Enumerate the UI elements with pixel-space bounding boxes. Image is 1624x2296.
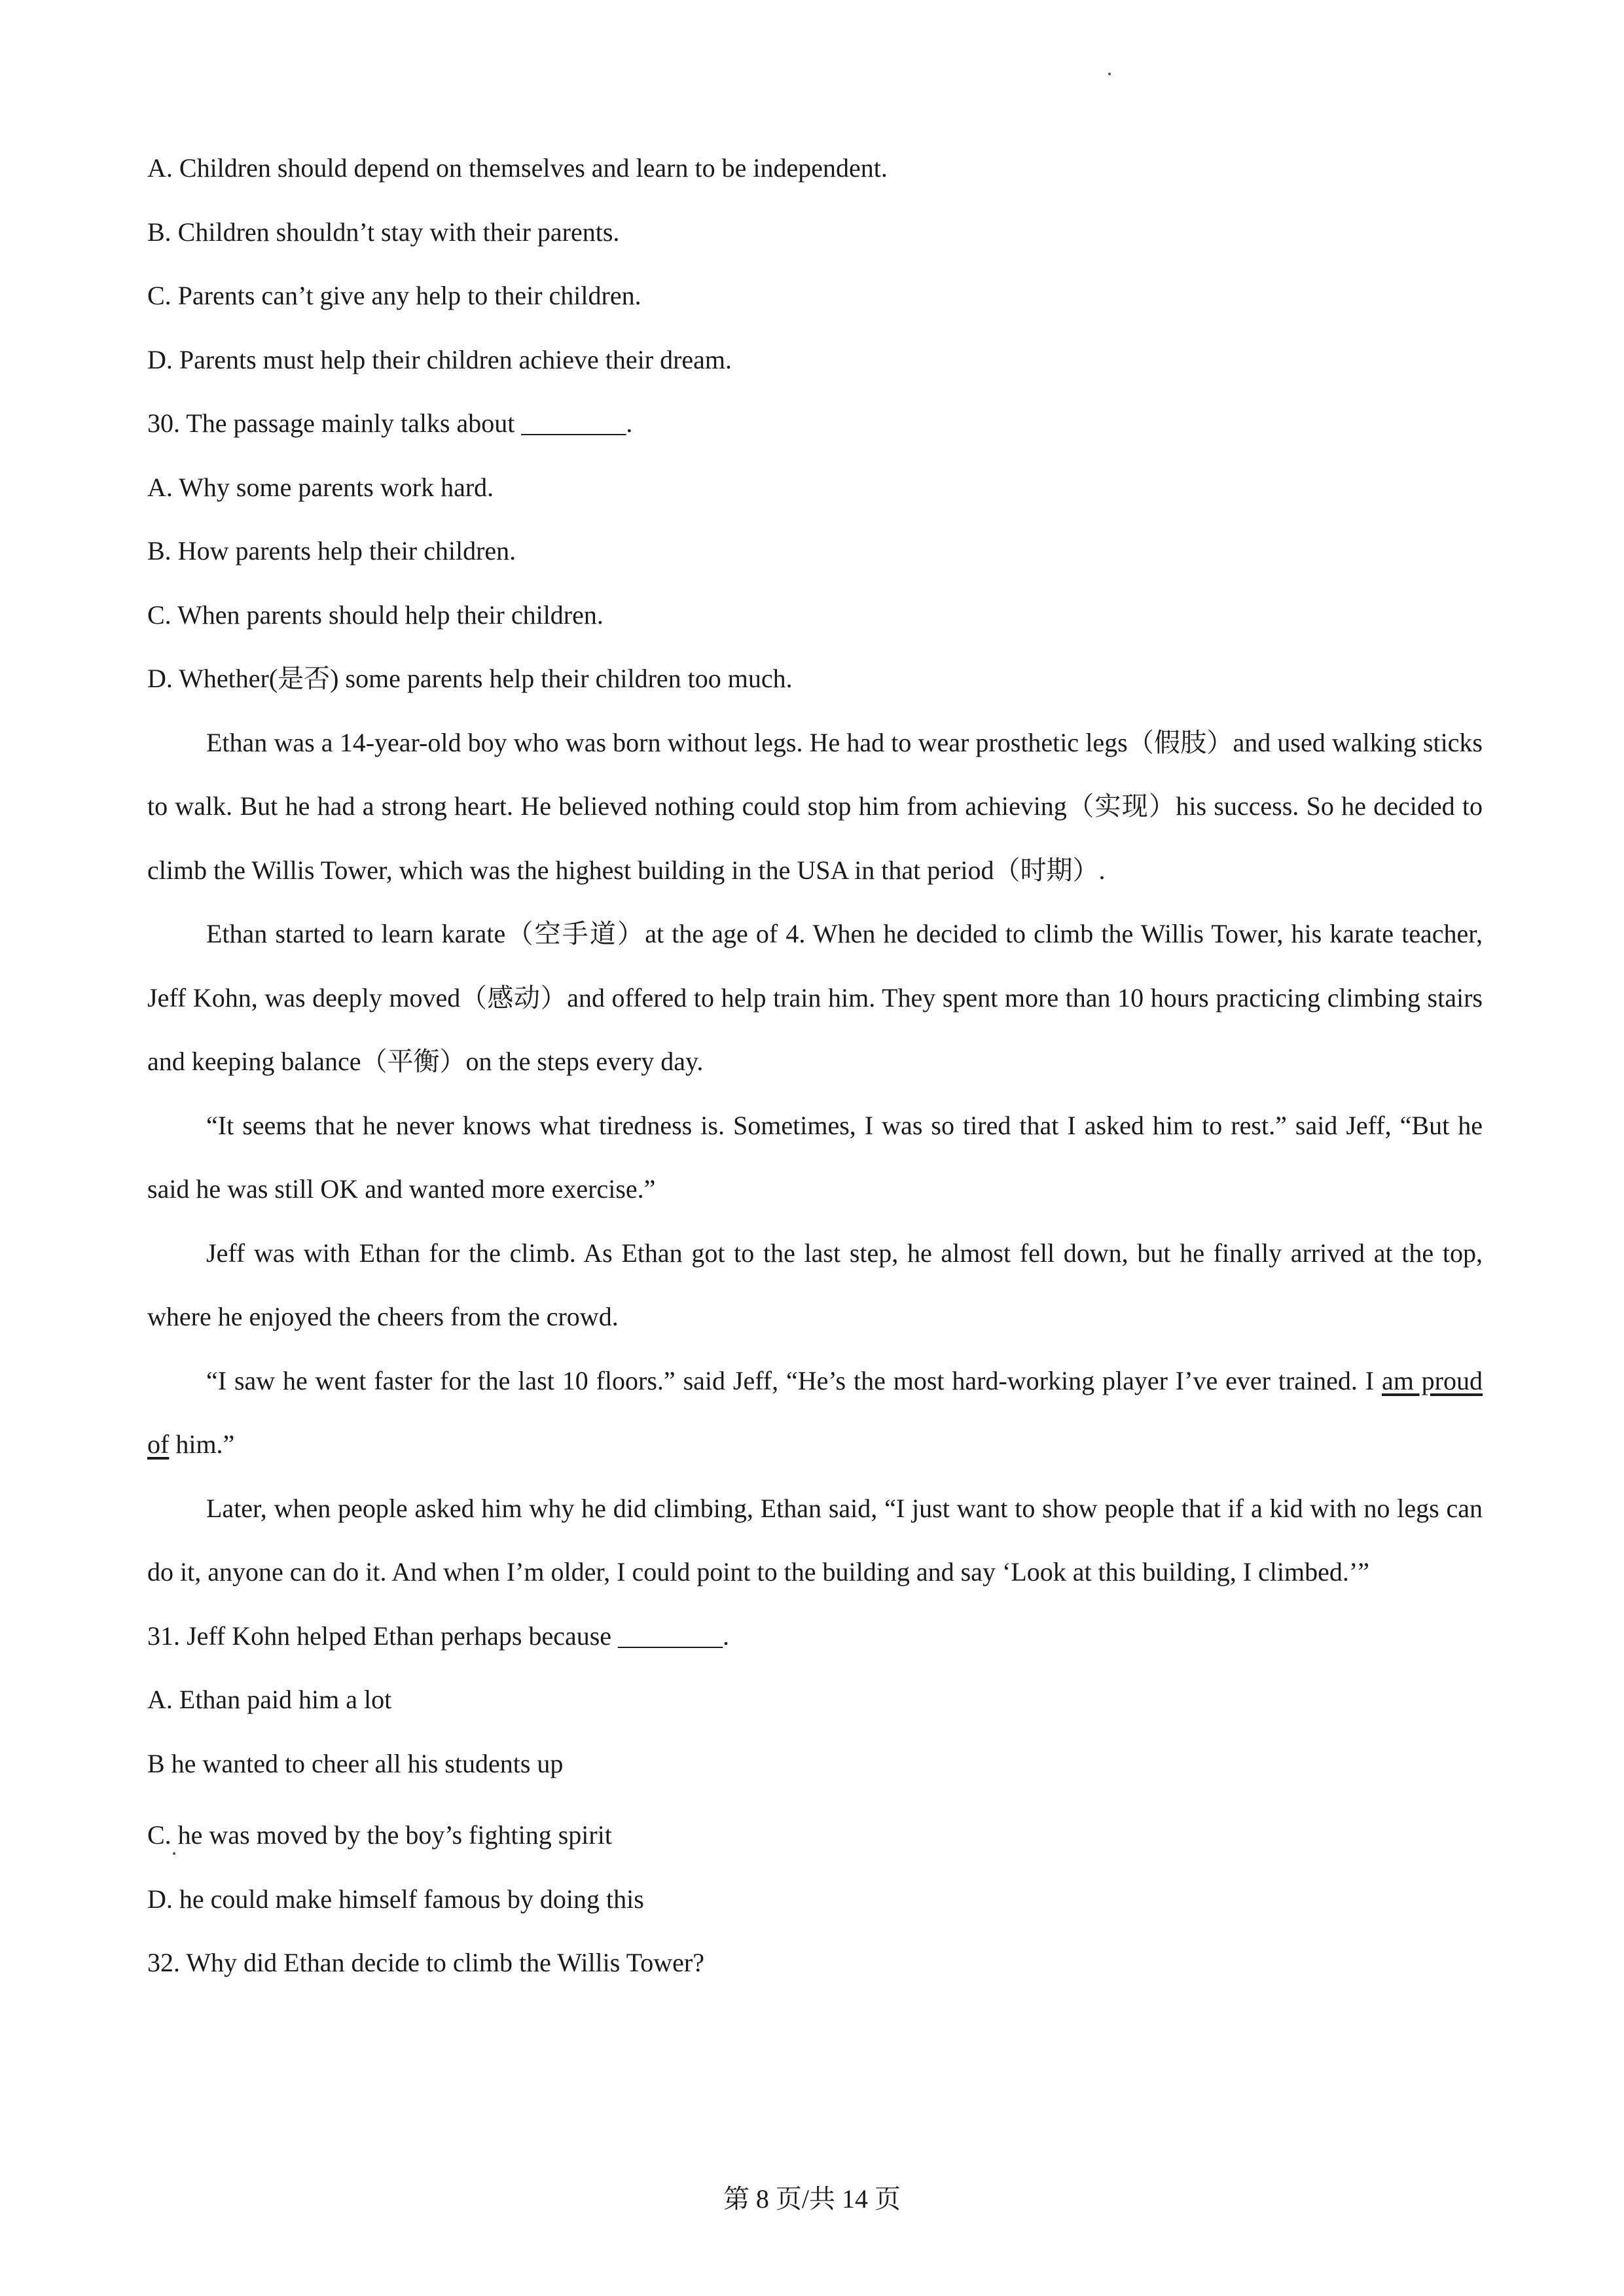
- question-31: [147, 1604, 1483, 1931]
- page-content: [147, 136, 1483, 1995]
- paragraph-text: him.”: [169, 1429, 235, 1459]
- scan-speck: [1108, 73, 1111, 75]
- option-c: C. When parents should help their children.: [147, 600, 604, 630]
- option-c: C. Parents can’t give any help to their children.: [147, 281, 641, 310]
- option-b: B. Children shouldn’t stay with their parents.: [147, 217, 620, 247]
- option-c: C. he was moved by the boy’s fighting spirit: [147, 1820, 612, 1850]
- reading-passage: [147, 711, 1483, 1604]
- option-d: D. Parents must help their children achieve their dream.: [147, 344, 732, 374]
- passage-paragraph-2: Ethan started to learn karate（空手道）at the age of 4. When he decided to climb the Willis Tower, his karate teacher, Jeff Kohn, was deeply moved（感动）and offered to help train him. They spent more than 10 hours practicing climbing stairs and keeping balance（平衡）on the steps every day.: [147, 919, 1483, 1076]
- passage-paragraph-4: Jeff was with Ethan for the climb. As Ethan got to the last step, he almost fell down, but he finally arrived at the top, where he enjoyed the cheers from the crowd.: [147, 1238, 1483, 1331]
- option-d: D. Whether(是否) some parents help their children too much.: [147, 664, 793, 693]
- question-32: [147, 1931, 1483, 1995]
- question-stem: 30. The passage mainly talks about ________.: [147, 408, 633, 438]
- question-stem: 31. Jeff Kohn helped Ethan perhaps because ________.: [147, 1621, 730, 1651]
- passage-paragraph-5: [147, 1349, 1483, 1477]
- question-stem: 32. Why did Ethan decide to climb the Willis Tower?: [147, 1948, 704, 1977]
- option-a: A. Ethan paid him a lot: [147, 1685, 392, 1714]
- option-d: D. he could make himself famous by doing this: [147, 1884, 644, 1914]
- question-29-options: [147, 136, 1483, 391]
- passage-paragraph-3: “It seems that he never knows what tiredness is. Sometimes, I was so tired that I asked him to rest.” said Jeff, “But he said he was still OK and wanted more exercise.”: [147, 1110, 1483, 1204]
- page-number-footer: 第 8 页/共 14 页: [723, 2184, 901, 2214]
- question-30: [147, 391, 1483, 711]
- paragraph-text: “I saw he went faster for the last 10 floors.” said Jeff, “He’s the most hard-working player I’ve ever trained. I: [206, 1365, 1382, 1395]
- option-a: A. Children should depend on themselves and learn to be independent.: [147, 153, 888, 183]
- option-a: A. Why some parents work hard.: [147, 472, 494, 502]
- passage-paragraph-6: Later, when people asked him why he did climbing, Ethan said, “I just want to show people that if a kid with no legs can do it, anyone can do it. And when I’m older, I could point to the building and say ‘Look at this building, I climbed.’”: [147, 1493, 1483, 1587]
- option-b: B he wanted to cheer all his students up: [147, 1748, 564, 1778]
- underlined-phrase: am proud of: [147, 1365, 1483, 1459]
- option-b: B. How parents help their children.: [147, 536, 516, 565]
- passage-paragraph-1: Ethan was a 14-year-old boy who was born without legs. He had to wear prosthetic legs（假肢）and used walking sticks to walk. But he had a strong heart. He believed nothing could stop him from achieving（实现）his success. So he decided to climb the Willis Tower, which was the highest building in the USA in that period（时期）.: [147, 727, 1483, 885]
